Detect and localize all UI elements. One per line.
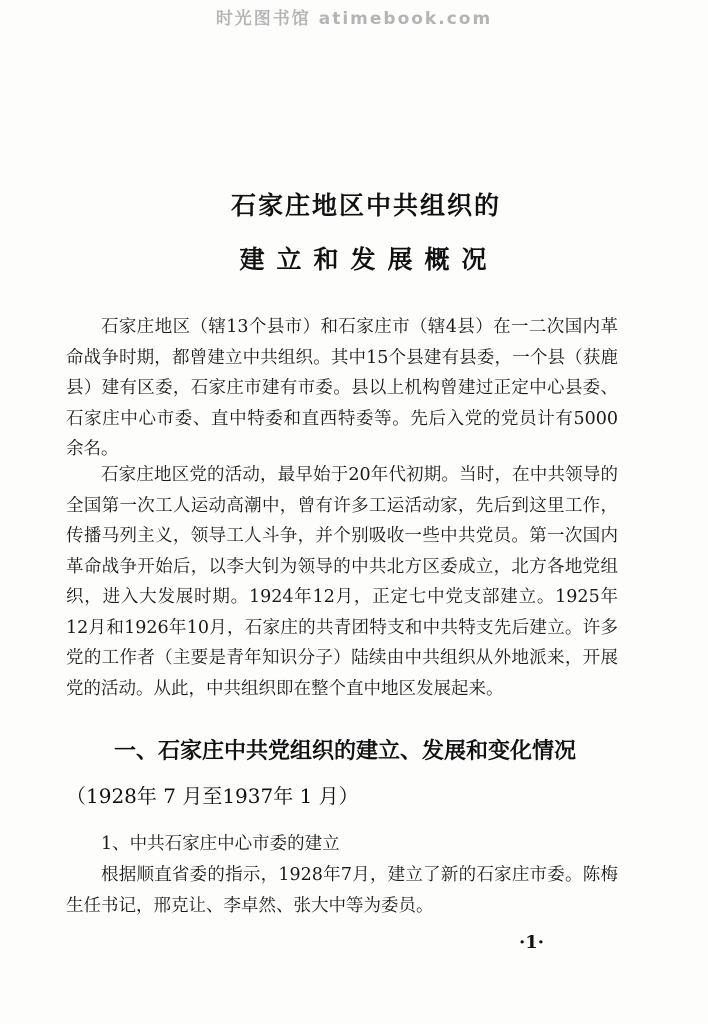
page-number: ·1· [519, 932, 545, 953]
subsection-paragraph: 根据顺直省委的指示，1928年7月，建立了新的石家庄市委。陈梅生任书记，邢克让、李卓然、张大中等为委员。 [66, 865, 618, 916]
section-heading [66, 730, 626, 819]
intro-paragraph-1: 石家庄地区（辖13个县市）和石家庄市（辖4县）在一二次国内革命战争时期，都曾建立中共组织。其中15个县建有县委，一个县（获鹿县）建有区委，石家庄市建有市委。县以上机构曾建过正定中心县委、石家庄中心市委、直中特委和直西特委等。先后入党的党员计有5000余名。 [66, 317, 618, 459]
subsection-heading: 1、中共石家庄中心市委的建立 [101, 834, 340, 854]
watermark: 时光图书馆 atimebook.com [215, 9, 493, 29]
document-title-line2: 建立和发展概况 [239, 245, 499, 274]
document-title-line1: 石家庄地区中共组织的 [230, 191, 501, 220]
section-heading-main: 一、石家庄中共党组织的建立、发展和变化情况 [114, 739, 577, 764]
intro-paragraph-2: 石家庄地区党的活动，最早始于20年代初期。当时，在中共领导的全国第一次工人运动高潮中，曾有许多工运活动家，先后到这里工作，传播马列主义，领导工人斗争，并个别吸收一些中共党员。第一次国内革命战争开始后，以李大钊为领导的中共北方区委成立，北方各地党组织，进入大发展时期。1924年12月，正定七中党支部建立。1925年12月和1926年10月，石家庄的共青团特支和中共特支先后建立。许多党的工作者（主要是青年知识分子）陆续由中共组织从外地派来，开展党的活动。从此，中共组织即在整个直中地区发展起来。 [66, 465, 618, 699]
section-heading-date-range: （1928年 7 月至1937年 1 月） [66, 784, 359, 808]
